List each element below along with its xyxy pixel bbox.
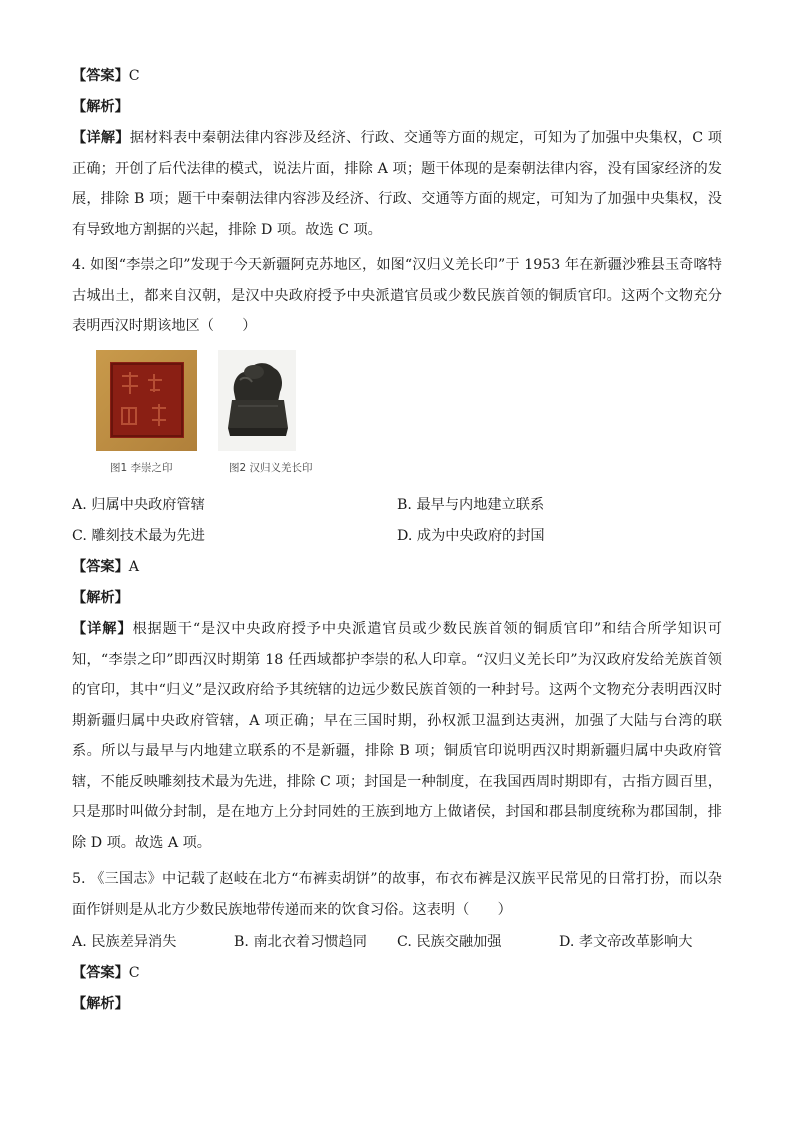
answer-tag: 【答案】 xyxy=(72,965,129,981)
fig2-caption: 图2 汉归义羌长印 xyxy=(229,462,313,474)
analysis-tag: 【解析】 xyxy=(72,996,129,1012)
answer-value: A xyxy=(128,559,140,575)
q5-answer xyxy=(72,963,722,983)
analysis-tag: 【解析】 xyxy=(72,590,129,606)
detail-text: 据材料表中秦朝法律内容涉及经济、行政、交通等方面的规定，可知为了加强中央集权，C 项正确；开创了后代法律的模式，说法片面，排除 A 项；题干体现的是秦朝法律内容，没有国家经济的发展，排除 B 项；题干中秦朝法律内容涉及经济、行政、交通等方面的规定，可知为了加强中央集权，没有导致地方割据的兴起，排除 D 项。故选 C 项。 xyxy=(72,130,722,238)
q5-option-b: B. 南北衣着习惯趋同 xyxy=(234,934,367,950)
q4-stem: 4. 如图“李崇之印”发现于今天新疆阿克苏地区，如图“汉归义羌长印”于 1953 年在新疆沙雅县玉奇喀特古城出土，都来自汉朝，是汉中央政府授予中央派遣官员或少数民族首领的铜质官印。这两个文物充分表明西汉时期该地区（ ） xyxy=(72,257,722,334)
q4-option-c: C. 雕刻技术最为先进 xyxy=(72,528,205,544)
answer-tag: 【答案】 xyxy=(72,559,129,575)
seal-image-li-chong xyxy=(96,350,197,451)
q5-option-d: D. 孝文帝改革影响大 xyxy=(559,934,693,950)
answer-value: C xyxy=(128,68,140,84)
fig1-caption: 图1 李崇之印 xyxy=(110,462,173,474)
detail-tag: 【详解】 xyxy=(72,130,130,146)
seal-image-han-guiyi xyxy=(218,350,296,451)
q5-option-a: A. 民族差异消失 xyxy=(72,934,177,950)
q4-option-a: A. 归属中央政府管辖 xyxy=(72,497,205,513)
q4-option-b: B. 最早与内地建立联系 xyxy=(397,497,545,513)
q5-option-c: C. 民族交融加强 xyxy=(397,934,502,950)
detail-tag: 【详解】 xyxy=(72,621,133,637)
detail-text: 根据题干“是汉中央政府授予中央派遣官员或少数民族首领的铜质官印”和结合所学知识可知，“李崇之印”即西汉时期第 18 任西域都护李崇的私人印章。“汉归义羌长印”为汉政府发给羌族首领的官印，其中“归义”是汉政府给予其统辖的边远少数民族首领的一种封号。这两个文物充分表明西汉时期新疆归属中央政府管辖，A 项正确；早在三国时期，孙权派卫温到达夷洲，加强了大陆与台湾的联系。所以与最早与内地建立联系的不是新疆，排除 B 项；铜质官印说明西汉时期新疆归属中央政府管辖，不能反映雕刻技术最为先进，排除 C 项；封国是一种制度，在我国西周时期即有，古指方圆百里，只是那时叫做分封制，是在地方上分封同姓的王族到地方上做诸侯，封国和郡县制度统称为郡国制，排除 D 项。故选 A 项。 xyxy=(72,621,722,851)
q5-stem: 5. 《三国志》中记载了赵岐在北方“布裤卖胡饼”的故事，布衣布裤是汉族平民常见的日常打扮，而以杂面作饼则是从北方少数民族地带传递而来的饮食习俗。这表明（ ） xyxy=(72,871,722,918)
q3-detail xyxy=(72,123,722,245)
q3-answer xyxy=(72,66,722,86)
answer-value: C xyxy=(128,965,140,981)
q4-option-d: D. 成为中央政府的封国 xyxy=(397,528,545,544)
q5-analysis-heading xyxy=(72,994,722,1014)
answer-tag: 【答案】 xyxy=(72,68,129,84)
q4-analysis-heading xyxy=(72,588,722,608)
analysis-tag: 【解析】 xyxy=(72,99,129,115)
q3-analysis-heading xyxy=(72,97,722,117)
q4-detail xyxy=(72,614,722,858)
q4-answer xyxy=(72,557,722,577)
